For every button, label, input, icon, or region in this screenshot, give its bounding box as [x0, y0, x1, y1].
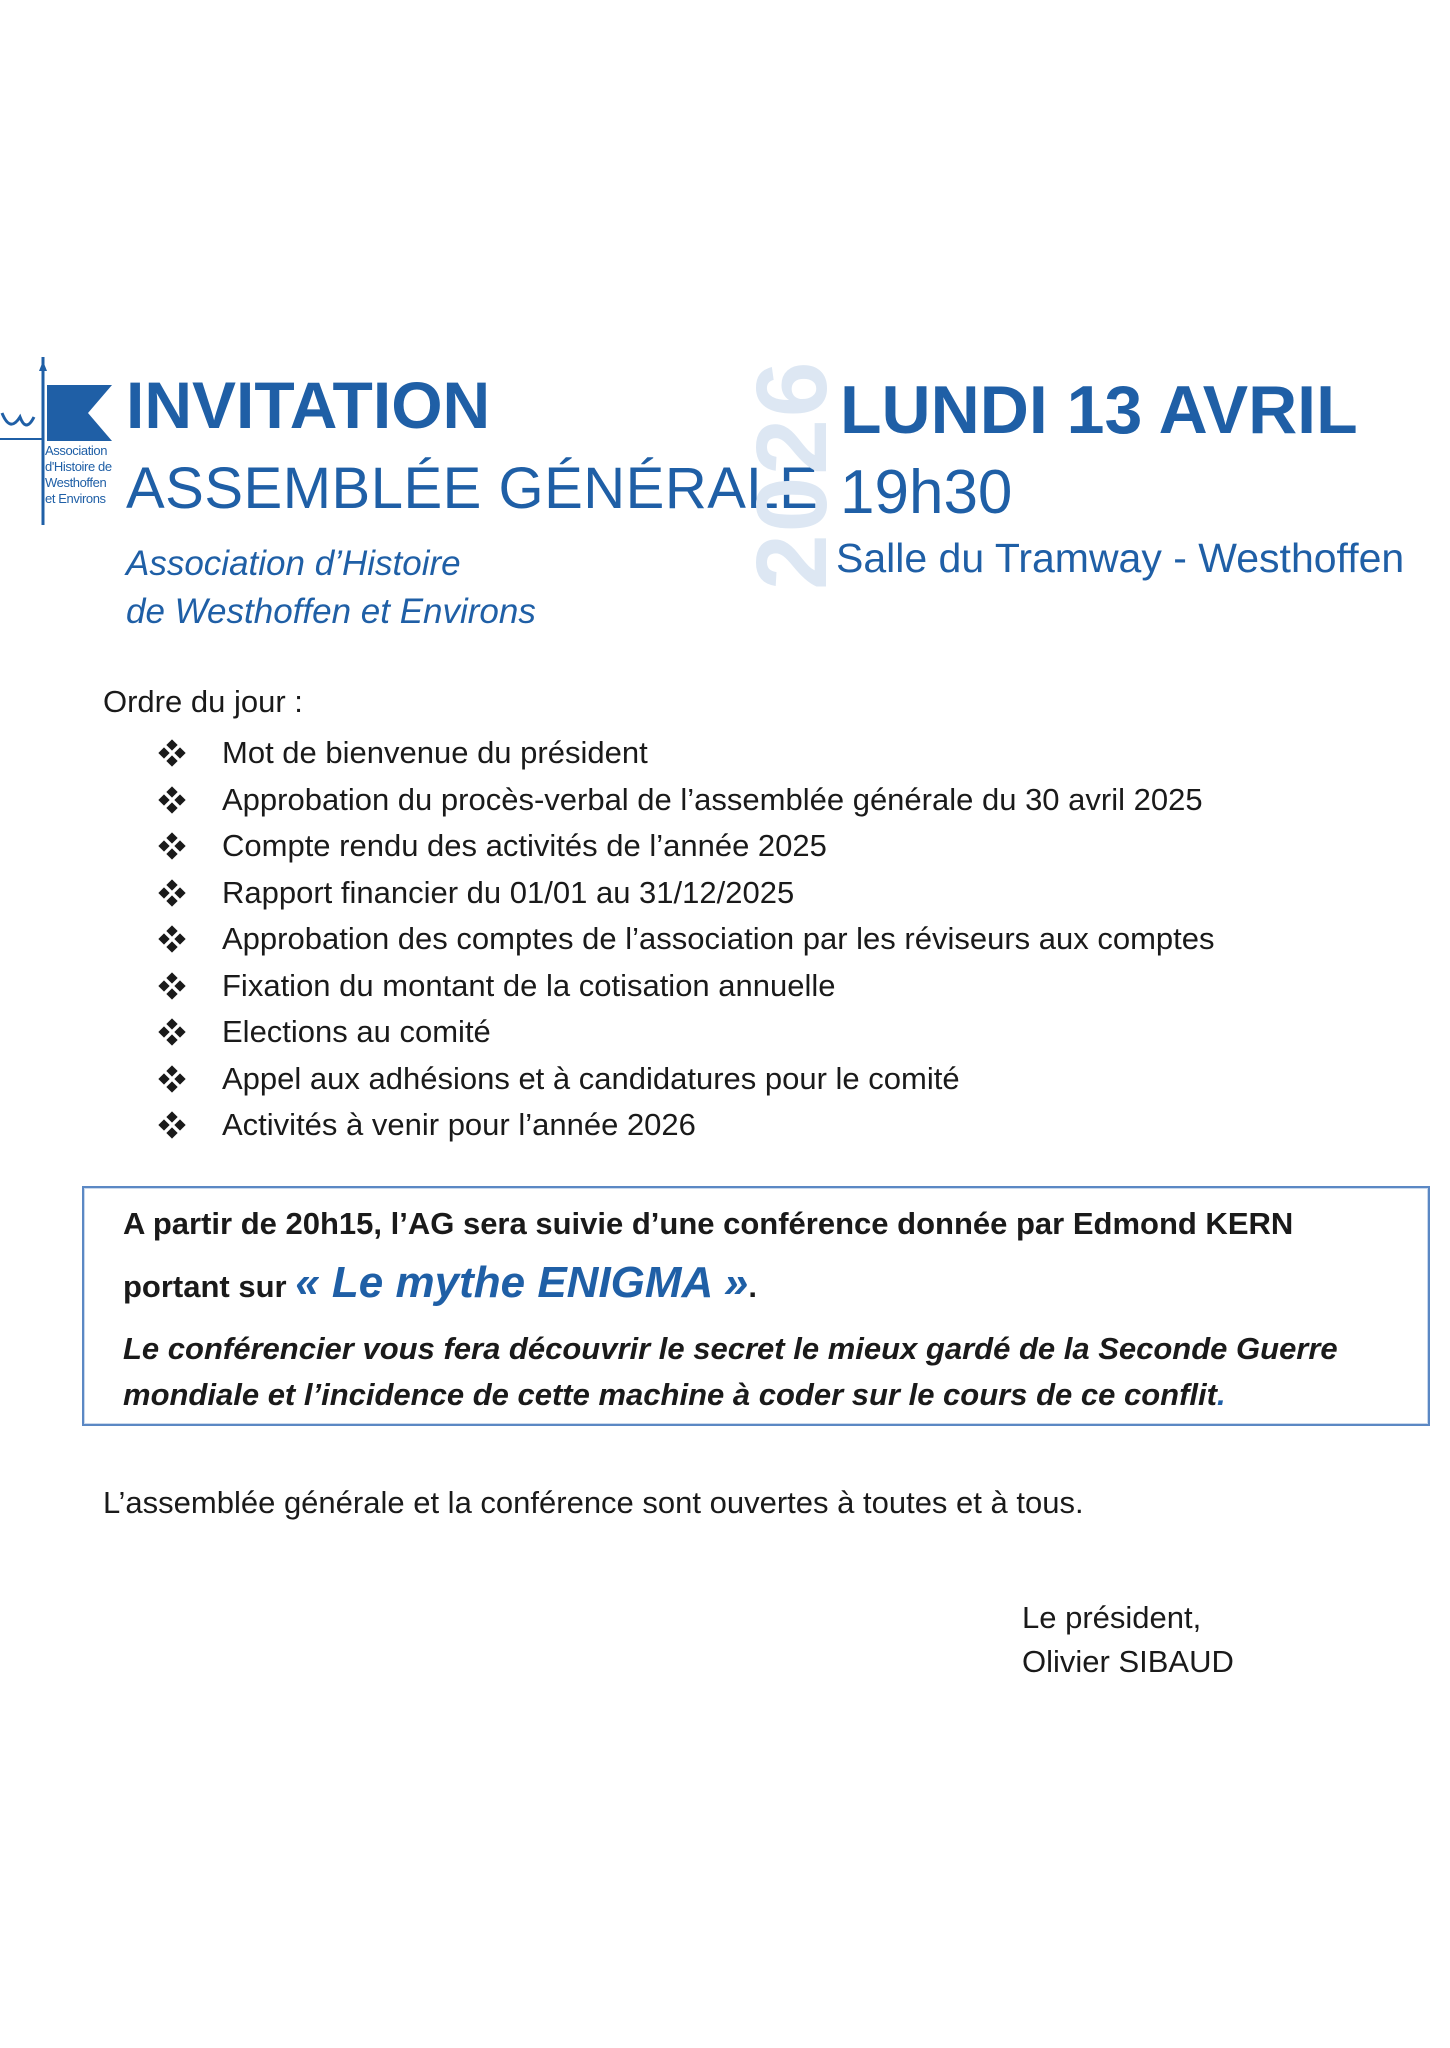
agenda-item — [160, 823, 1215, 870]
logo-text-line: Association — [45, 443, 108, 458]
conference-intro: A partir de 20h15, l’AG sera suivie d’une conférence donnée par Edmond KERN — [123, 1206, 1294, 1241]
association-logo — [0, 355, 120, 530]
four-diamond-bullet-icon — [160, 881, 222, 905]
logo-text-line: et Environs — [45, 491, 106, 506]
agenda-item — [160, 1102, 1215, 1149]
conference-topic-suffix: . — [748, 1269, 758, 1304]
conference-topic-prefix: portant sur — [123, 1269, 296, 1304]
conference-box — [82, 1186, 1430, 1426]
conference-description-end: . — [1216, 1377, 1226, 1412]
agenda-item-text: Appel aux adhésions et à candidatures pour le comité — [222, 1060, 960, 1096]
agenda-item-text: Fixation du montant de la cotisation annuelle — [222, 967, 836, 1003]
four-diamond-bullet-icon — [160, 1020, 222, 1044]
agenda-item-text: Mot de bienvenue du président — [222, 735, 648, 771]
agenda-item-text: Rapport financier du 01/01 au 31/12/2025 — [222, 874, 795, 910]
assembly-title: ASSEMBLÉE GÉNÉRALE — [126, 456, 819, 521]
conference-topic-line — [123, 1258, 757, 1308]
four-diamond-bullet-icon — [160, 974, 222, 998]
event-time: 19h30 — [840, 458, 1013, 527]
agenda-item — [160, 916, 1215, 963]
agenda-item — [160, 730, 1215, 777]
signature-role: Le président, — [1022, 1600, 1202, 1635]
agenda-item-text: Approbation du procès-verbal de l’assemblée générale du 30 avril 2025 — [222, 781, 1203, 817]
four-diamond-bullet-icon — [160, 741, 222, 765]
agenda-item-text: Approbation des comptes de l’association par les réviseurs aux comptes — [222, 921, 1215, 957]
signature-block — [1022, 1596, 1234, 1684]
four-diamond-bullet-icon — [160, 1113, 222, 1137]
conference-description-text: Le conférencier vous fera découvrir le secret le mieux gardé de la Seconde Guerre mondiale et l’incidence de cette machine à coder sur le cours de ce conflit — [123, 1331, 1338, 1412]
association-name — [126, 540, 536, 636]
agenda-item-text: Elections au comité — [222, 1014, 491, 1050]
invitation-title: INVITATION — [126, 368, 491, 442]
agenda-list — [160, 730, 1215, 1149]
agenda-item-text: Activités à venir pour l’année 2026 — [222, 1107, 696, 1143]
logo-text — [45, 443, 125, 507]
event-date: LUNDI 13 AVRIL — [840, 372, 1358, 448]
year-watermark: 2026 — [736, 359, 848, 590]
signature-name: Olivier SIBAUD — [1022, 1644, 1234, 1679]
association-name-line1: Association d’Histoire — [126, 544, 461, 583]
agenda-item — [160, 870, 1215, 917]
agenda-heading: Ordre du jour : — [103, 684, 303, 719]
four-diamond-bullet-icon — [160, 834, 222, 858]
agenda-item — [160, 1009, 1215, 1056]
conference-title: « Le mythe ENIGMA » — [295, 1258, 749, 1307]
association-name-line2: de Westhoffen et Environs — [126, 592, 536, 631]
open-note: L’assemblée générale et la conférence sont ouvertes à toutes et à tous. — [103, 1485, 1084, 1520]
agenda-item — [160, 777, 1215, 824]
logo-text-line: d'Histoire de — [45, 459, 112, 474]
four-diamond-bullet-icon — [160, 788, 222, 812]
four-diamond-bullet-icon — [160, 927, 222, 951]
event-place: Salle du Tramway - Westhoffen — [836, 535, 1405, 581]
logo-text-line: Westhoffen — [45, 475, 107, 490]
four-diamond-bullet-icon — [160, 1067, 222, 1091]
conference-description — [123, 1326, 1413, 1418]
agenda-item — [160, 1056, 1215, 1103]
agenda-item-text: Compte rendu des activités de l’année 2025 — [222, 828, 827, 864]
agenda-item — [160, 963, 1215, 1010]
